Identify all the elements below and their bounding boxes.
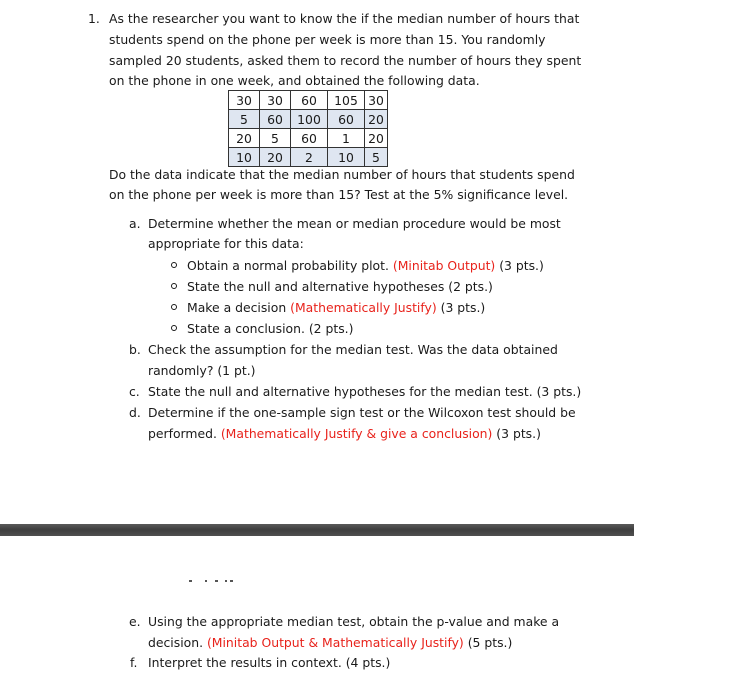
intro-line-4: on the phone in one week, and obtained the following data. <box>109 73 480 88</box>
table-cell: 100 <box>291 110 328 129</box>
page-fragment <box>189 580 235 583</box>
page-break-bar <box>0 524 634 536</box>
table-cell: 60 <box>260 110 291 129</box>
part-a-sub-3: Make a decision (Mathematically Justify) (3 pts.) <box>187 300 486 315</box>
part-d-line-2: performed. (Mathematically Justify & give a conclusion) (3 pts.) <box>148 426 541 441</box>
table-cell: 5 <box>260 129 291 148</box>
part-d-letter: d. <box>129 405 141 420</box>
table-cell: 30 <box>260 91 291 110</box>
question-number: 1. <box>88 11 100 26</box>
table-cell: 5 <box>229 110 260 129</box>
part-c-letter: c. <box>129 384 140 399</box>
table-cell: 5 <box>365 148 388 167</box>
table-cell: 20 <box>365 129 388 148</box>
part-a-sub-1: Obtain a normal probability plot. (Minitab Output) (3 pts.) <box>187 258 544 273</box>
intro-line-2: students spend on the phone per week is more than 15. You randomly <box>109 32 546 47</box>
part-c-line: State the null and alternative hypotheses for the median test. (3 pts.) <box>148 384 582 399</box>
table-cell: 10 <box>328 148 365 167</box>
part-e-line-1: Using the appropriate median test, obtain the p-value and make a <box>148 614 560 629</box>
table-cell: 20 <box>365 110 388 129</box>
table-row <box>229 129 388 148</box>
table-cell: 20 <box>229 129 260 148</box>
prompt-line-1: Do the data indicate that the median number of hours that students spend <box>109 167 575 182</box>
bullet-circle-icon <box>171 262 177 268</box>
part-a-line-2: appropriate for this data: <box>148 236 304 251</box>
part-a-letter: a. <box>129 216 141 231</box>
table-cell: 30 <box>365 91 388 110</box>
table-cell: 105 <box>328 91 365 110</box>
table-cell: 60 <box>291 129 328 148</box>
table-cell: 20 <box>260 148 291 167</box>
data-table <box>228 90 388 167</box>
part-d-line-1: Determine if the one-sample sign test or the Wilcoxon test should be <box>148 405 576 420</box>
table-cell: 10 <box>229 148 260 167</box>
part-b-letter: b. <box>129 342 141 357</box>
table-cell: 60 <box>328 110 365 129</box>
table-row <box>229 91 388 110</box>
part-a-sub-4: State a conclusion. (2 pts.) <box>187 321 354 336</box>
bullet-circle-icon <box>171 325 177 331</box>
part-b-line-1: Check the assumption for the median test. Was the data obtained <box>148 342 558 357</box>
part-e-letter: e. <box>129 614 141 629</box>
bullet-circle-icon <box>171 304 177 310</box>
part-f-line: Interpret the results in context. (4 pts.) <box>148 655 391 670</box>
table-cell: 30 <box>229 91 260 110</box>
part-a-sub-2: State the null and alternative hypotheses (2 pts.) <box>187 279 493 294</box>
table-row <box>229 148 388 167</box>
prompt-line-2: on the phone per week is more than 15? Test at the 5% significance level. <box>109 187 569 202</box>
bullet-circle-icon <box>171 283 177 289</box>
part-b-line-2: randomly? (1 pt.) <box>148 363 256 378</box>
table-row <box>229 110 388 129</box>
part-a-line-1: Determine whether the mean or median procedure would be most <box>148 216 561 231</box>
part-f-letter: f. <box>130 655 138 670</box>
intro-line-3: sampled 20 students, asked them to record the number of hours they spent <box>109 53 582 68</box>
part-e-line-2: decision. (Minitab Output & Mathematically Justify) (5 pts.) <box>148 635 513 650</box>
table-cell: 60 <box>291 91 328 110</box>
table-cell: 2 <box>291 148 328 167</box>
table-cell: 1 <box>328 129 365 148</box>
intro-line-1: As the researcher you want to know the if the median number of hours that <box>109 11 580 26</box>
